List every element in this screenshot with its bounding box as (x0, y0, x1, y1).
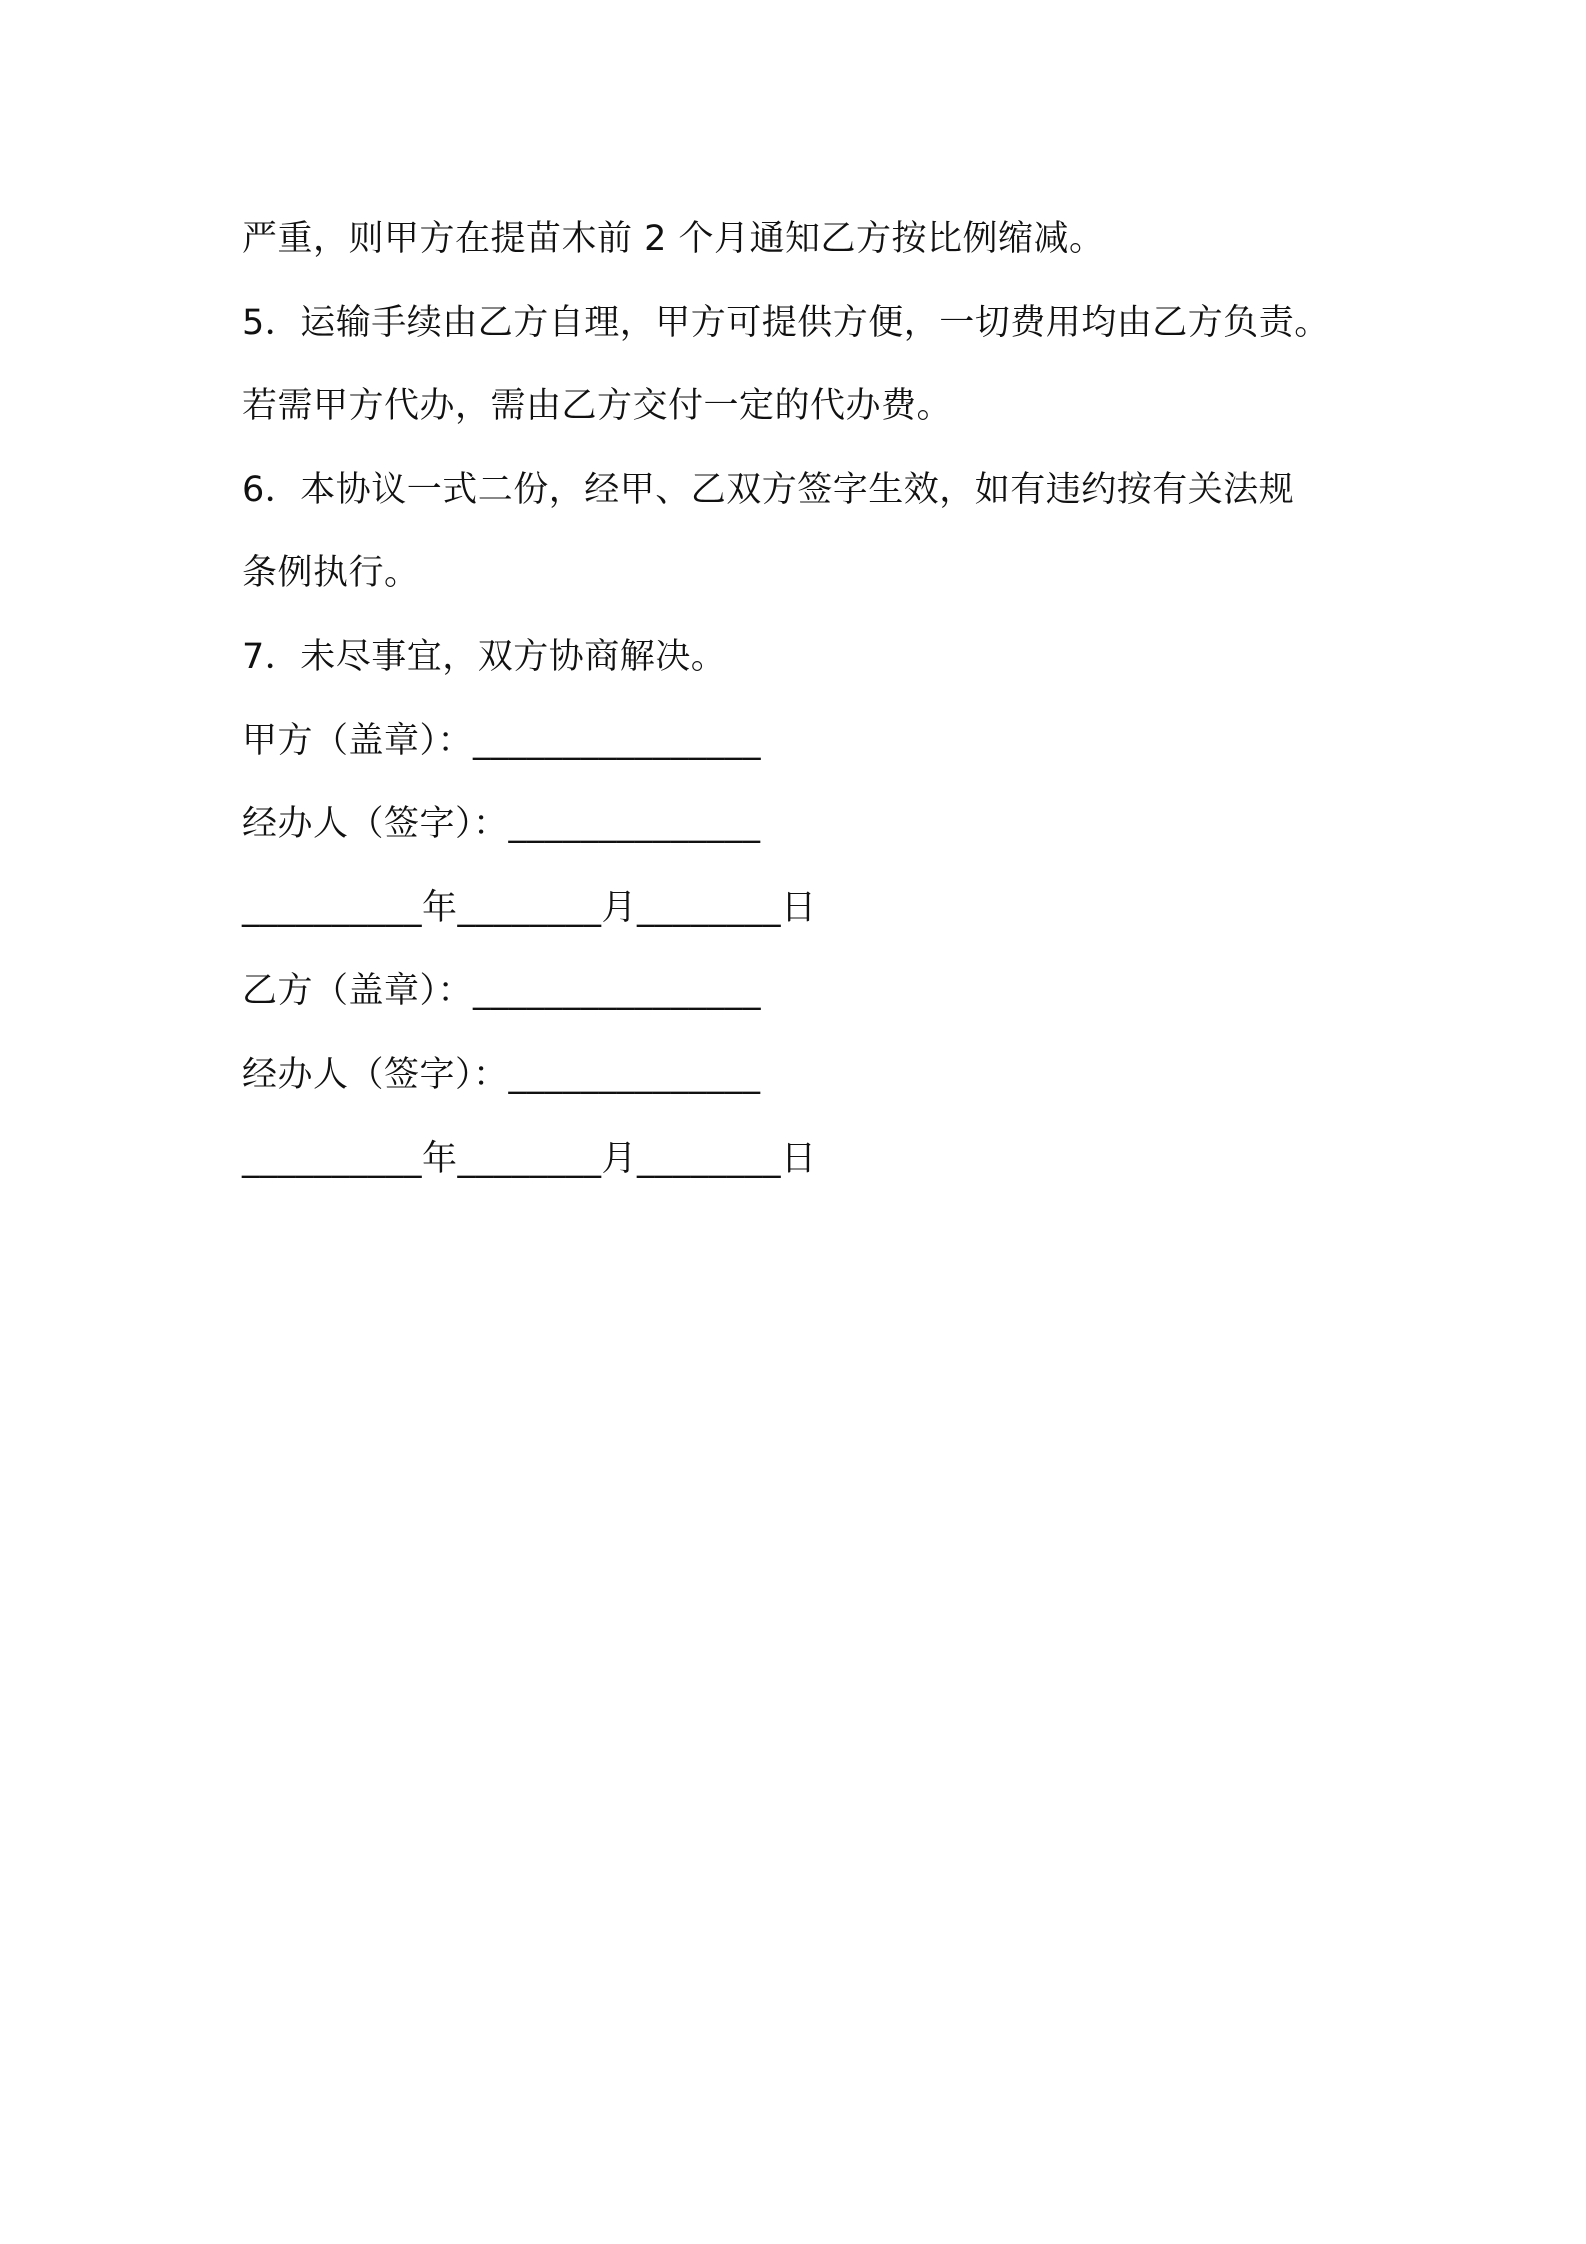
clause-6: 6．本协议一式二份，经甲、乙双方签字生效，如有违约按有关法规 (242, 469, 1295, 510)
clause-6-continuation: 条例执行。 (242, 553, 420, 594)
party-a-agent-signature-field: 经办人（签字）：______________ (242, 804, 761, 845)
party-b-date-field: __________年________月________日 (242, 1138, 817, 1179)
clause-5: 5．运输手续由乙方自理，甲方可提供方便，一切费用均由乙方负责。 (242, 302, 1330, 343)
party-a-seal-field: 甲方（盖章）：________________ (242, 720, 762, 761)
clause-7: 7．未尽事宜，双方协商解决。 (242, 636, 727, 677)
document-body (242, 198, 1392, 1201)
party-a-date-field: __________年________月________日 (242, 887, 817, 928)
clause-5-continuation: 若需甲方代办，需由乙方交付一定的代办费。 (242, 386, 953, 427)
clause-4-continuation: 严重，则甲方在提苗木前 2 个月通知乙方按比例缩减。 (242, 219, 1105, 259)
party-b-agent-signature-field: 经办人（签字）：______________ (242, 1054, 761, 1095)
party-b-seal-field: 乙方（盖章）：________________ (242, 971, 762, 1012)
